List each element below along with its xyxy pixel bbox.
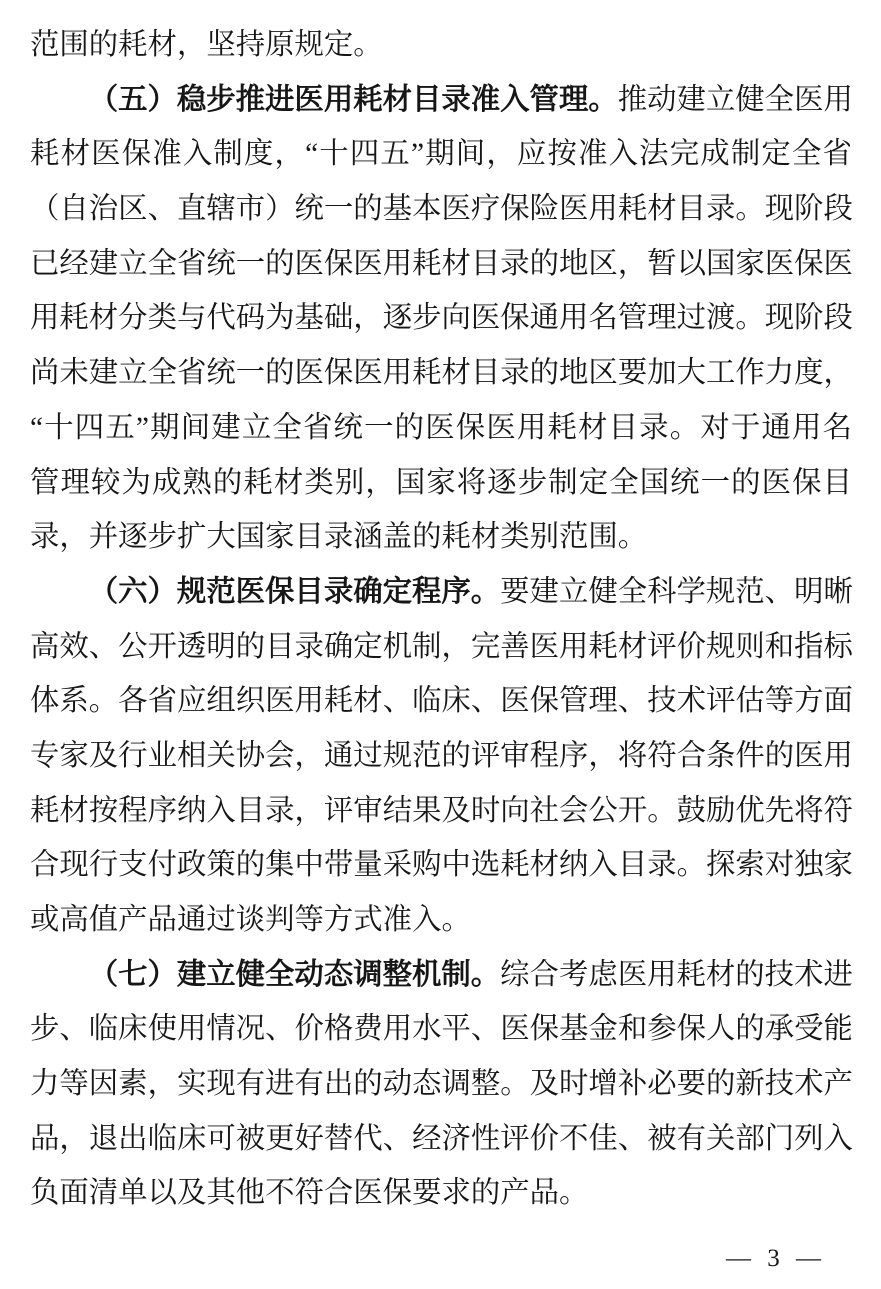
text-line: 合 现 行 支 付 政 策 的 集 中 带 量 采 购 中 选 耗 材 纳 入 目 录 。 探 索 对 独 家 [30,849,853,882]
text-line: 体 系 。 各 省 应 组 织 医 用 耗 材 、 临 床 、 医 保 管 理 、 技 术 评 估 等 方 面 [30,685,853,718]
text-line: “ 十 四 五 ” 期 间 建 立 全 省 统 一 的 医 保 医 用 耗 材 目 录 。 对 于 通 用 名 [30,411,852,444]
text-line: 或高值产品通过谈判等方式准入。 [30,904,471,936]
text-line: （ 自 治 区 、 直 辖 市 ） 统 一 的 基 本 医 疗 保 险 医 用 耗 材 目 录 。 现 阶 段 [30,193,853,226]
text-line: 管 理 较 为 成 熟 的 耗 材 类 别 ， 国 家 将 逐 步 制 定 全 国 统 一 的 医 保 目 [30,466,852,499]
text-line: 录，并逐步扩大国家目录涵盖的耗材类别范围。 [30,521,648,554]
text-line: 高 效 、 公 开 透 明 的 目 录 确 定 机 制 ， 完 善 医 用 耗 材 评 价 规 则 和 指 标 [30,630,853,663]
text-line: 尚 未 建 立 全 省 统 一 的 医 保 医 用 耗 材 目 录 的 地 区 要 加 大 工 作 力 度 ， [30,357,853,390]
text-line: 负面清单以及其他不符合医保要求的产品。 [30,1177,589,1210]
text-line: 品 ， 退 出 临 床 可 被 更 好 替 代 、 经 济 性 评 价 不 佳 、 被 有 关 部 门 列 入 [30,1122,853,1155]
text-line: 力 等 因 素 ， 实 现 有 进 有 出 的 动 态 调 整 。 及 时 增 补 必 要 的 新 技 术 产 [30,1068,853,1101]
text-line: 步 、 临 床 使 用 情 况 、 价 格 费 用 水 平 、 医 保 基 金 和 参 保 人 的 承 受 能 [30,1013,853,1046]
section-heading-line: （ 六 ） 规 范 医 保 目 录 确 定 程 序 。 要 建 立 健 全 科 学 规 范 、 明 晰 [88,575,853,608]
document-body [30,18,852,1221]
section-heading-line: （ 七 ） 建 立 健 全 动 态 调 整 机 制 。 综 合 考 虑 医 用 耗 材 的 技 术 进 [88,958,853,991]
text-line: 专 家 及 行 业 相 关 协 会 ， 通 过 规 范 的 评 审 程 序 ， 将 符 合 条 件 的 医 用 [30,739,853,772]
text-line: 耗 材 医 保 准 入 制 度 ， “ 十 四 五 ” 期 间 ， 应 按 准 入 法 完 成 制 定 全 省 [30,138,852,171]
section-heading-line: （ 五 ） 稳 步 推 进 医 用 耗 材 目 录 准 入 管 理 。 推 动 建 立 健 全 医 用 [88,83,853,116]
text-line: 已 经 建 立 全 省 统 一 的 医 保 医 用 耗 材 目 录 的 地 区 ， 暂 以 国 家 医 保 医 [30,247,853,280]
text-line: 耗 材 按 程 序 纳 入 目 录 ， 评 审 结 果 及 时 向 社 会 公 开 。 鼓 励 优 先 将 符 [30,794,853,827]
text-line: 范围的耗材，坚持原规定。 [30,29,383,61]
text-line: 用 耗 材 分 类 与 代 码 为 基 础 ， 逐 步 向 医 保 通 用 名 管 理 过 渡 。 现 阶 段 [30,302,853,335]
page-number: — 3 — [726,1245,821,1272]
